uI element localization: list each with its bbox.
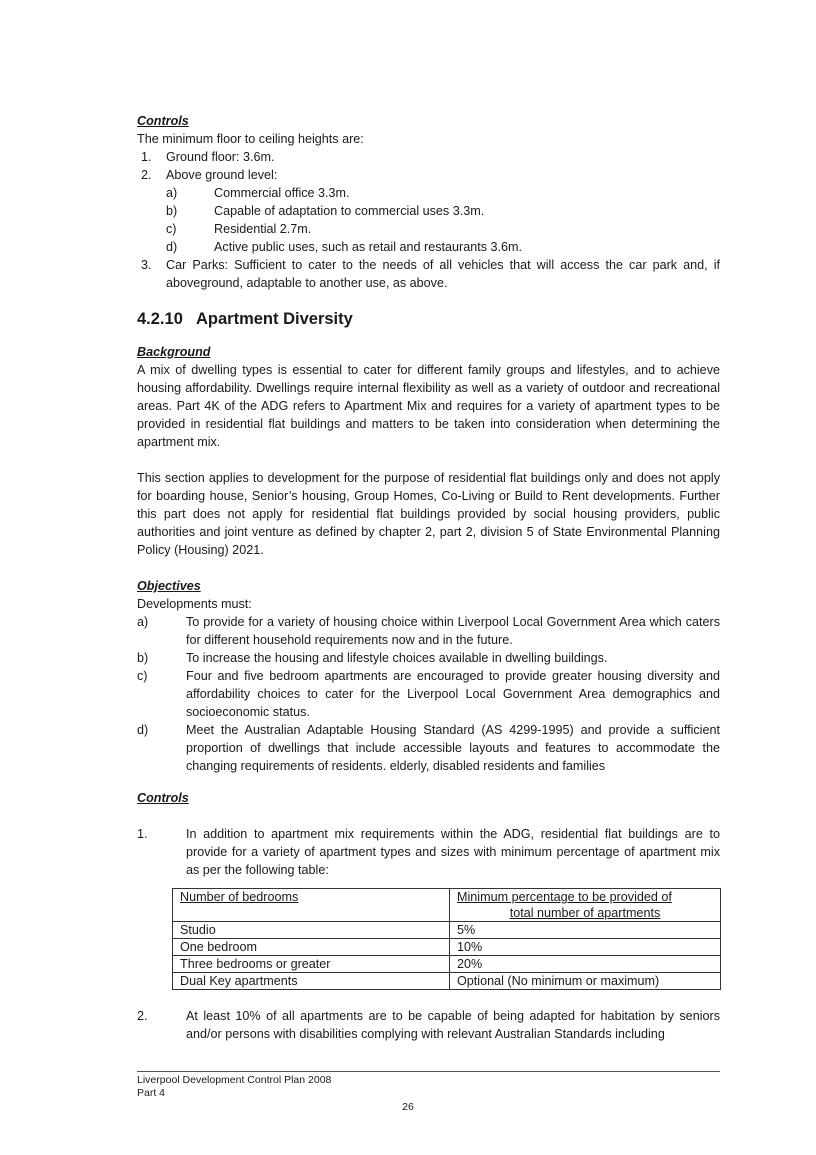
table-cell: One bedroom <box>173 939 450 956</box>
control-item: 1. In addition to apartment mix requirements within the ADG, residential flat buildings are to provide for a variety of apartment types and sizes with minimum percentage of apartment mix as per the following table: <box>137 827 720 877</box>
objective-item: a) To provide for a variety of housing choice within Liverpool Local Government Area which caters for different household requirements now and in the future. <box>137 615 720 647</box>
list-item: 2. Above ground level: a) Commercial office 3.3m. b) Capable of adaptation to commercial uses 3.3m. c) Residential 2.7m. d) Active public uses, such as retail and restaurants 3.6m. <box>137 166 720 256</box>
page-body <box>137 112 720 1043</box>
table-row <box>173 973 721 990</box>
background-heading: Background <box>137 345 211 359</box>
controls-intro: The minimum floor to ceiling heights are: <box>137 132 364 146</box>
table-header-row <box>173 889 721 922</box>
table-cell: Optional (No minimum or maximum) <box>450 973 721 990</box>
background-paragraph-2: This section applies to development for the purpose of residential flat buildings only and does not apply for boarding house, Senior’s housing, Group Homes, Co-Living or Build to Rent developments. Further this part does not apply for residential flat buildings provided by social housing providers, public authorities and joint venture as defined by chapter 2, part 2, division 5 of State Environmental Planning Policy (Housing) 2021. <box>137 471 720 557</box>
table-cell: Three bedrooms or greater <box>173 956 450 973</box>
control-item: 2. At least 10% of all apartments are to be capable of being adapted for habitation by seniors and/or persons with disabilities complying with relevant Australian Standards including <box>137 1009 720 1041</box>
table-cell: 20% <box>450 956 721 973</box>
background-paragraph-1: A mix of dwelling types is essential to cater for different family groups and lifestyles, and to achieve housing affordability. Dwellings require internal flexibility as well as a variety of outdoor and recreational areas. Part 4K of the ADG refers to Apartment Mix and requires for a variety of apartment types to be provided in residential flat buildings and matters to be taken into consideration when determining the apartment mix. <box>137 363 720 449</box>
list-item: 1. Ground floor: 3.6m. <box>141 150 275 164</box>
objectives-heading: Objectives <box>137 579 201 593</box>
page-footer <box>137 1071 720 1100</box>
objectives-list <box>137 613 720 775</box>
table-cell: Dual Key apartments <box>173 973 450 990</box>
table-row <box>173 922 721 939</box>
table-cell: Studio <box>173 922 450 939</box>
footer-doc-title: Liverpool Development Control Plan 2008 <box>137 1074 332 1086</box>
above-ground-sublist <box>137 184 720 256</box>
sub-list-item: c) Residential 2.7m. <box>166 222 312 236</box>
sub-list-item: d) Active public uses, such as retail and restaurants 3.6m. <box>166 240 522 254</box>
objective-item: b) To increase the housing and lifestyle choices available in dwelling buildings. <box>137 651 608 665</box>
apartment-mix-table <box>172 888 721 990</box>
controls-list-continued <box>137 1007 720 1043</box>
table-row <box>173 956 721 973</box>
controls-list <box>137 825 720 879</box>
objective-item: c) Four and five bedroom apartments are encouraged to provide greater housing diversity and affordability choices to cater for the Liverpool Local Government Area demographics and socioeconomic status. <box>137 669 720 719</box>
list-item: 3. Car Parks: Sufficient to cater to the needs of all vehicles that will access the car park and, if aboveground, adaptable to another use, as above. <box>141 258 720 290</box>
table-cell: 5% <box>450 922 721 939</box>
controls-heading: Controls <box>137 114 189 128</box>
sub-list-item: a) Commercial office 3.3m. <box>166 186 350 200</box>
table-header-cell: Number of bedrooms <box>173 889 450 922</box>
footer-part: Part 4 <box>137 1087 166 1099</box>
sub-list-item: b) Capable of adaptation to commercial uses 3.3m. <box>166 204 485 218</box>
section-heading: 4.2.10 Apartment Diversity <box>137 310 353 328</box>
controls-heading-2: Controls <box>137 791 189 805</box>
table-header-cell: Minimum percentage to be provided of total number of apartments <box>450 889 721 922</box>
objectives-intro: Developments must: <box>137 597 252 611</box>
page-number: 26 <box>402 1101 414 1113</box>
objective-item: d) Meet the Australian Adaptable Housing Standard (AS 4299-1995) and provide a sufficient proportion of dwellings that include accessible layouts and features to accommodate the changing requirements of residents. elderly, disabled residents and families <box>137 723 720 773</box>
floor-height-list <box>137 148 720 292</box>
table-cell: 10% <box>450 939 721 956</box>
table-row <box>173 939 721 956</box>
